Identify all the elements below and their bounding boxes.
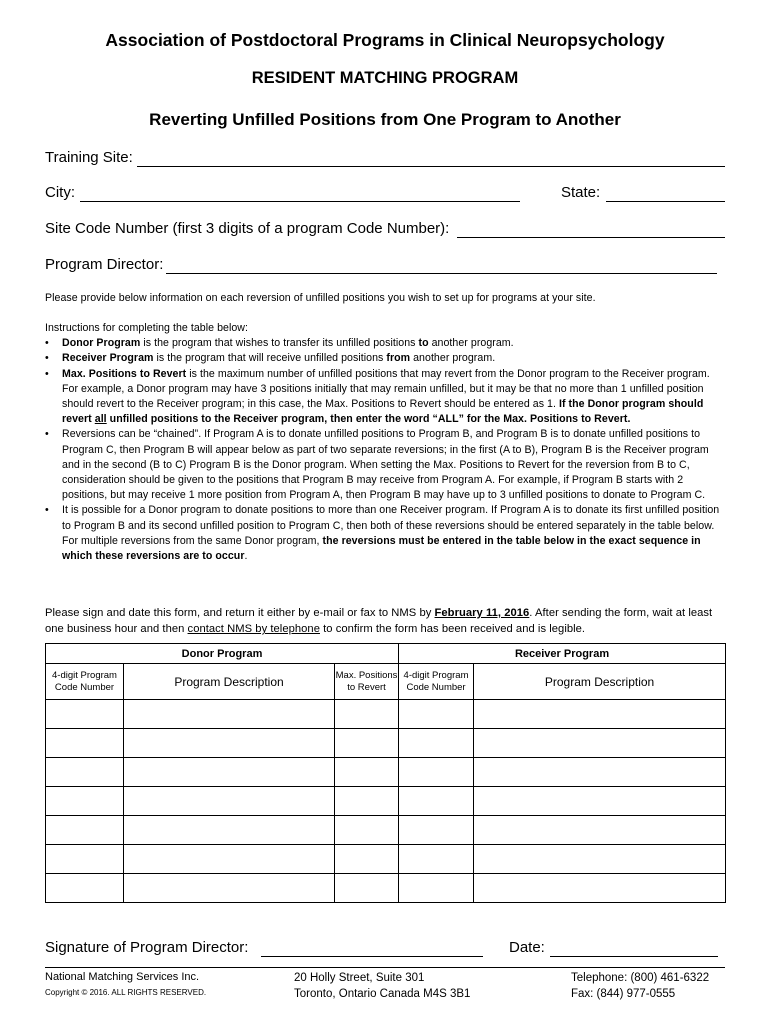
donor-description-cell[interactable] — [124, 787, 335, 816]
date-field[interactable] — [509, 939, 725, 959]
donor-code-cell[interactable] — [46, 758, 124, 787]
receiver-description-cell[interactable] — [474, 845, 726, 874]
receiver-description-header: Program Description — [474, 664, 726, 700]
max-positions-cell[interactable] — [335, 845, 399, 874]
receiver-description-cell[interactable] — [474, 700, 726, 729]
program-director-line[interactable] — [166, 273, 717, 274]
bullet: • — [45, 337, 49, 350]
instruction-multiple: • It is possible for a Donor program to donate positions to more than one Receiver program. If Program A is to donate its first unfilled position to Program B and its second unfilled position to Program C, then both of these reversions should be entered separately in the table below. For multiple reversions from the same Donor program, the reversions must be entered in the table below in the exact sequence in which these reversions are to occur. — [45, 504, 720, 563]
receiver-code-cell[interactable] — [399, 845, 474, 874]
city-field[interactable] — [45, 184, 725, 204]
receiver-code-cell[interactable] — [399, 729, 474, 758]
footer-org — [45, 970, 206, 1000]
max-positions-cell[interactable] — [335, 700, 399, 729]
instruction-donor: • Donor Program is the program that wishes to transfer its unfilled positions to another program. — [45, 336, 725, 351]
table-row — [46, 816, 726, 845]
receiver-code-cell[interactable] — [399, 874, 474, 903]
max-positions-cell[interactable] — [335, 874, 399, 903]
receiver-description-cell[interactable] — [474, 874, 726, 903]
signature-line[interactable] — [261, 956, 483, 957]
date-label: Date: — [509, 939, 545, 956]
state-line[interactable] — [606, 201, 725, 202]
receiver-description-cell[interactable] — [474, 787, 726, 816]
program-subtitle: RESIDENT MATCHING PROGRAM — [251, 69, 519, 87]
donor-description-cell[interactable] — [124, 845, 335, 874]
max-positions-cell[interactable] — [335, 758, 399, 787]
max-positions-cell[interactable] — [335, 816, 399, 845]
bullet: • — [45, 352, 49, 365]
intro-text: Please provide below information on each reversion of unfilled positions you wish to set up for programs at your site. — [45, 292, 596, 304]
site-code-line[interactable] — [457, 237, 725, 238]
donor-description-header: Program Description — [124, 664, 335, 700]
signature-field[interactable] — [45, 939, 490, 959]
training-site-field[interactable] — [45, 149, 725, 169]
address-line-1: 20 Holly Street, Suite 301 — [294, 972, 425, 984]
program-director-field[interactable] — [45, 256, 725, 276]
footer-divider — [45, 967, 725, 968]
return-note: Please sign and date this form, and return it either by e-mail or fax to NMS by February 11, 2016. After sending the form, wait at least one business hour and then contact NMS by telephone to confirm the form has been received and is legible. — [45, 607, 713, 635]
max-positions-cell[interactable] — [335, 729, 399, 758]
donor-description-cell[interactable] — [124, 816, 335, 845]
receiver-code-cell[interactable] — [399, 700, 474, 729]
instructions-heading: Instructions for completing the table below: — [45, 322, 248, 334]
site-code-label: Site Code Number (first 3 digits of a program Code Number): — [45, 220, 450, 237]
instruction-chained: • Reversions can be “chained”. If Program A is to donate unfilled positions to Program B, and Program B is to donate unfilled positions to Program C, then Program B will appear below as part of two separate reversions; in the first (A to B), Program B is the Receiver program and in the second (B to C) Program B is the Donor program. When setting the Max. Positions to Revert for the reversion from B to C, consideration should be given to the positions that Program B may receive from Program A. For example, if Program B starts with 2 positions, but may receive 1 more position from Program A, then Program B may have up to 3 unfilled positions to donate to Program C. — [45, 428, 709, 502]
max-positions-header: Max. Positions to Revert — [335, 664, 399, 700]
instruction-receiver: • Receiver Program is the program that will receive unfilled positions from another program. — [45, 351, 725, 366]
footer-address — [294, 970, 470, 1002]
donor-description-cell[interactable] — [124, 758, 335, 787]
donor-code-cell[interactable] — [46, 816, 124, 845]
telephone: Telephone: (800) 461-6322 — [571, 972, 710, 984]
donor-description-cell[interactable] — [124, 700, 335, 729]
training-site-line[interactable] — [137, 166, 725, 167]
receiver-description-cell[interactable] — [474, 729, 726, 758]
table-row — [46, 700, 726, 729]
deadline-date: February 11, 2016 — [434, 607, 530, 619]
donor-program-header: Donor Program — [46, 644, 399, 664]
donor-description-cell[interactable] — [124, 729, 335, 758]
city-label: City: — [45, 184, 75, 201]
bullet: • — [45, 367, 49, 380]
table-body — [46, 700, 726, 903]
receiver-code-cell[interactable] — [399, 816, 474, 845]
org-name: National Matching Services Inc. — [45, 971, 200, 983]
donor-code-cell[interactable] — [46, 845, 124, 874]
receiver-code-cell[interactable] — [399, 787, 474, 816]
signature-label: Signature of Program Director: — [45, 939, 249, 956]
receiver-description-cell[interactable] — [474, 758, 726, 787]
form-title: Reverting Unfilled Positions from One Program to Another — [149, 110, 621, 129]
donor-code-cell[interactable] — [46, 700, 124, 729]
bullet: • — [45, 504, 49, 517]
receiver-code-header: 4-digit Program Code Number — [399, 664, 474, 700]
receiver-description-cell[interactable] — [474, 816, 726, 845]
table-row — [46, 874, 726, 903]
program-director-label: Program Director: — [45, 256, 164, 273]
donor-code-cell[interactable] — [46, 874, 124, 903]
max-positions-cell[interactable] — [335, 787, 399, 816]
training-site-label: Training Site: — [45, 149, 133, 166]
table-row — [46, 787, 726, 816]
state-label: State: — [561, 184, 601, 201]
instructions — [45, 321, 725, 564]
receiver-code-cell[interactable] — [399, 758, 474, 787]
donor-code-header: 4-digit Program Code Number — [46, 664, 124, 700]
fax: Fax: (844) 977-0555 — [571, 988, 676, 1000]
reversion-table — [45, 643, 726, 903]
bullet: • — [45, 428, 49, 441]
copyright: Copyright © 2016. ALL RIGHTS RESERVED. — [45, 988, 207, 997]
association-title: Association of Postdoctoral Programs in Clinical Neuropsychology — [105, 30, 665, 50]
donor-code-cell[interactable] — [46, 729, 124, 758]
address-line-2: Toronto, Ontario Canada M4S 3B1 — [294, 988, 471, 1000]
table-row — [46, 729, 726, 758]
footer-contact — [571, 970, 709, 1002]
instruction-max-positions: • Max. Positions to Revert is the maximum number of unfilled positions that may revert from the Donor program to the Receiver program. For example, a Donor program may have 3 positions initially that may remain unfilled, but it may be that no more than 1 unfilled position should revert to the Receiver program; in this case, the Max. Positions to Revert should be entered as 1. If the Donor program should revert all unfilled positions to the Receiver program, then enter the word “ALL” for the Max. Positions to Revert. — [45, 367, 710, 426]
donor-code-cell[interactable] — [46, 787, 124, 816]
site-code-field[interactable] — [45, 220, 725, 240]
donor-description-cell[interactable] — [124, 874, 335, 903]
date-line[interactable] — [550, 956, 718, 957]
table-row — [46, 758, 726, 787]
contact-nms-link[interactable]: contact NMS by telephone — [187, 623, 320, 635]
receiver-program-header: Receiver Program — [399, 644, 726, 664]
table-row — [46, 845, 726, 874]
city-line[interactable] — [80, 201, 520, 202]
